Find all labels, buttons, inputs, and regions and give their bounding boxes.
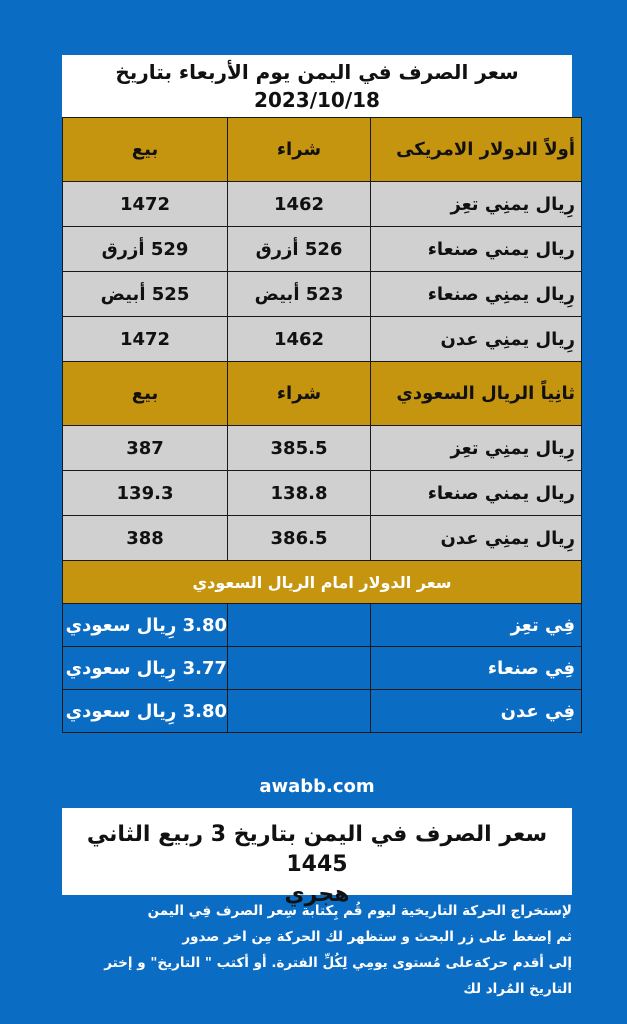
sell-value: 1472 bbox=[63, 317, 228, 362]
row-label: رِيال يمنِي عدن bbox=[371, 516, 582, 561]
buy-value: 385.5 bbox=[228, 426, 371, 471]
sar-header-row bbox=[63, 362, 582, 426]
sar-sell-header: بيع bbox=[63, 362, 228, 426]
row-label: فِي عدن bbox=[371, 690, 582, 733]
buy-value: 1462 bbox=[228, 182, 371, 227]
hijri-date-box bbox=[62, 808, 572, 907]
table-row bbox=[63, 647, 582, 690]
usd-header-row bbox=[63, 118, 582, 182]
sar-buy-header: شراء bbox=[228, 362, 371, 426]
table-row bbox=[63, 471, 582, 516]
title-line-1: سعر الصرف في اليمن يوم الأربعاء بتاريخ bbox=[115, 60, 519, 84]
sell-value: 139.3 bbox=[63, 471, 228, 516]
exchange-rate-table bbox=[62, 117, 582, 733]
site-name: awabb.com bbox=[259, 776, 375, 797]
instruction-line: التاريخ المُراد لك bbox=[463, 981, 572, 997]
sell-value: 387 bbox=[63, 426, 228, 471]
row-label: فِي صنعاء bbox=[371, 647, 582, 690]
instruction-line: لإستخراج الحركة التاريخية ليوم قُم بِكتابة سِعر الصرف فِي اليمن bbox=[147, 903, 572, 919]
empty-cell bbox=[228, 690, 371, 733]
instruction-line: إلى أقدم حركةعلى مُستوى يومِي لِكُلِّ الفترة. أو أكتب " التاريخ" و إختر bbox=[104, 955, 572, 971]
buy-value: 1462 bbox=[228, 317, 371, 362]
row-label: رِيال يمنِي صنعاء bbox=[371, 272, 582, 317]
sar-section-label: ثانِياً الريال السعودي bbox=[371, 362, 582, 426]
buy-value: 386.5 bbox=[228, 516, 371, 561]
rate-value: 3.80 رِيال سعودي bbox=[63, 690, 228, 733]
empty-cell bbox=[228, 647, 371, 690]
sell-value: 525 أبيض bbox=[63, 272, 228, 317]
row-label: رِيال يمنِي تعِز bbox=[371, 182, 582, 227]
row-label: رِيال يمنِي عدن bbox=[371, 317, 582, 362]
empty-cell bbox=[228, 604, 371, 647]
row-label: ريال يمني صنعاء bbox=[371, 471, 582, 516]
buy-value: 526 أزرق bbox=[228, 227, 371, 272]
usd-vs-sar-header-row bbox=[63, 561, 582, 604]
title-date: 2023/10/18 bbox=[254, 88, 380, 112]
table-row bbox=[63, 516, 582, 561]
table-row bbox=[63, 317, 582, 362]
rate-value: 3.80 رِيال سعودي bbox=[63, 604, 228, 647]
usd-vs-sar-header: سعر الدولار امام الريال السعودي bbox=[63, 561, 582, 604]
table-row bbox=[63, 604, 582, 647]
row-label: ريال يمني صنعاء bbox=[371, 227, 582, 272]
table-row bbox=[63, 426, 582, 471]
row-label: فِي تعِز bbox=[371, 604, 582, 647]
instructions-text bbox=[38, 898, 572, 1002]
row-label: رِيال يمنِي تعِز bbox=[371, 426, 582, 471]
rate-value: 3.77 رِيال سعودي bbox=[63, 647, 228, 690]
usd-sell-header: بيع bbox=[63, 118, 228, 182]
buy-value: 523 أبيض bbox=[228, 272, 371, 317]
buy-value: 138.8 bbox=[228, 471, 371, 516]
usd-section-label: أولاً الدولار الامريكى bbox=[371, 118, 582, 182]
sell-value: 1472 bbox=[63, 182, 228, 227]
table-row bbox=[63, 227, 582, 272]
page-title bbox=[62, 55, 572, 118]
sell-value: 388 bbox=[63, 516, 228, 561]
table-row bbox=[63, 182, 582, 227]
sell-value: 529 أزرق bbox=[63, 227, 228, 272]
hijri-line-1: سعر الصرف في اليمن بتاريخ 3 ربيع الثاني 1445 bbox=[86, 822, 548, 877]
table-row bbox=[63, 690, 582, 733]
instruction-line: ثم إضغط على زر البحث و ستظهر لك الحركة مِن اخر صدور bbox=[182, 929, 572, 945]
table-row bbox=[63, 272, 582, 317]
hijri-line-2: هجري bbox=[284, 882, 350, 907]
usd-buy-header: شراء bbox=[228, 118, 371, 182]
